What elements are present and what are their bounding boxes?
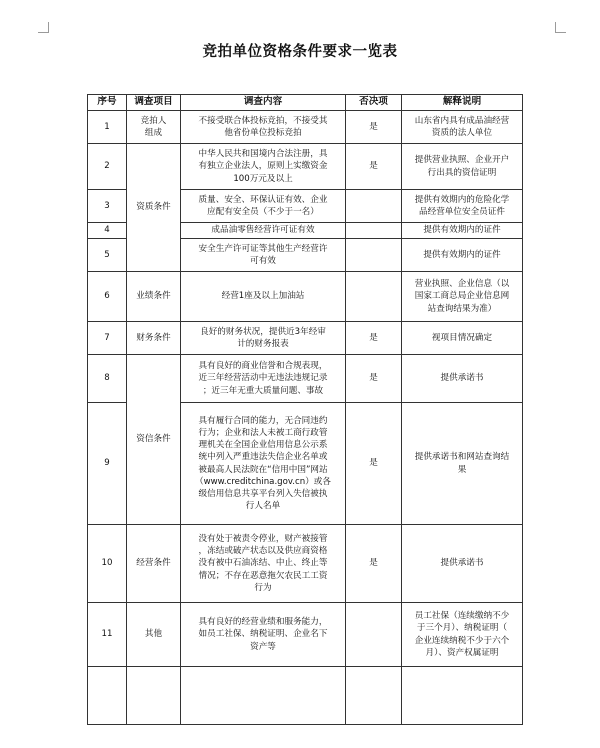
content-line: 计的财务报表	[237, 339, 289, 349]
row-content	[181, 525, 346, 603]
note-line: 提供有效期内的证件	[423, 249, 501, 260]
note-line: 提供承诺书和网站查询结	[414, 452, 510, 463]
header-note: 解释说明	[402, 95, 523, 111]
content-line: 如员工社保、纳税证明、企业名下	[198, 629, 328, 640]
row-no: 1	[88, 111, 127, 144]
table-row	[88, 603, 523, 667]
row-no: 7	[88, 322, 127, 355]
row-item	[127, 355, 181, 525]
empty-cell	[346, 667, 402, 725]
note-line: 视项目情况确定	[431, 332, 493, 343]
table-row	[88, 525, 523, 603]
row-item	[127, 322, 181, 355]
row-note	[402, 190, 523, 223]
content-line: 近三年经营活动中无违法违规记录	[198, 373, 328, 384]
empty-row	[88, 667, 523, 725]
note-line: 于三个月）、纳税证明（	[416, 623, 508, 634]
row-content	[181, 603, 346, 667]
row-no: 10	[88, 525, 127, 603]
note-line: 员工社保（连续缴纳不少	[414, 611, 510, 622]
document-title: 竞拍单位资格条件要求一览表	[202, 44, 398, 60]
content-line: 没有处于被责令停业，财产被接管	[198, 533, 328, 544]
table-header-row	[88, 95, 523, 111]
note-line: 提供承诺书	[440, 373, 484, 384]
row-note	[402, 355, 523, 403]
empty-cell	[88, 667, 127, 725]
note-line: 企业连续纳税不少于六个	[414, 635, 510, 646]
note-line: 果	[457, 464, 467, 475]
row-veto: 是	[346, 144, 402, 190]
empty-cell	[181, 667, 346, 725]
header-no: 序号	[88, 95, 127, 111]
crop-mark-top-right	[555, 22, 566, 33]
row-note	[402, 239, 523, 272]
row-note	[402, 603, 523, 667]
row-content	[181, 190, 346, 223]
row-item	[127, 144, 181, 272]
row-veto: 是	[346, 525, 402, 603]
content-line: 具有良好的经营业绩和服务能力，	[198, 617, 328, 628]
header-item: 调查项目	[127, 95, 181, 111]
note-line: 提供营业执照、企业开户	[414, 155, 510, 166]
crop-mark-top-left	[38, 22, 49, 33]
content-line: 行人名单	[245, 501, 281, 512]
row-content	[181, 355, 346, 403]
note-line: 站查询结果为准）	[427, 303, 497, 314]
content-line: ；近三年无重大质量问题、事故	[202, 385, 324, 396]
row-item	[127, 525, 181, 603]
row-content	[181, 322, 346, 355]
note-line: 国家工商总局企业信息网	[414, 291, 510, 302]
row-item	[127, 111, 181, 144]
note-line: 行出具的资信证明	[427, 167, 497, 178]
content-line: 成品油零售经营许可证有效	[211, 225, 315, 236]
content-line: 中华人民共和国境内合法注册，具	[198, 149, 328, 160]
row-veto	[346, 272, 402, 322]
table-row	[88, 322, 523, 355]
row-veto	[346, 190, 402, 223]
header-content: 调查内容	[181, 95, 346, 111]
row-note	[402, 144, 523, 190]
note-line: 提供有效期内的证件	[423, 225, 501, 236]
row-content	[181, 144, 346, 190]
table-row	[88, 272, 523, 322]
content-line: （www.creditchina.gov.cn）或各	[194, 476, 331, 487]
row-item	[127, 272, 181, 322]
content-line: 他省份单位投标竞拍	[224, 128, 302, 138]
row-veto: 是	[346, 403, 402, 525]
item-line: 财务条件	[136, 332, 171, 343]
content-line: 统中列入严重违法失信企业名单或	[198, 452, 328, 463]
content-line: 不接受联合体投标竞拍，不接受其	[198, 115, 328, 126]
content-line: 被最高人民法院在“信用中国”网站	[198, 464, 328, 475]
item-line: 组成	[144, 128, 163, 138]
row-note	[402, 111, 523, 144]
table-row	[88, 111, 523, 144]
header-veto: 否决项	[346, 95, 402, 111]
row-note	[402, 322, 523, 355]
item-line: 资信条件	[136, 434, 171, 445]
content-line: 行为	[254, 582, 272, 593]
content-line: 情况；不存在恶意拖欠农民工工资	[198, 570, 328, 581]
item-line: 其他	[144, 629, 163, 640]
content-line: 没有被中石油冻结、中止、终止等	[198, 558, 328, 569]
note-line: 资质的法人单位	[431, 128, 493, 138]
content-line: 理机关在全国企业信用信息公示系	[198, 440, 328, 451]
content-line: 行为；企业和法人未被工商行政管	[198, 427, 328, 438]
content-line: ，冻结或破产状态以及供应商资格	[198, 546, 328, 557]
row-content	[181, 239, 346, 272]
item-line: 竞拍人	[140, 115, 167, 126]
content-line: 可有效	[250, 256, 276, 266]
content-line: 良好的财务状况，提供近3年经审	[200, 326, 326, 337]
row-no: 6	[88, 272, 127, 322]
row-no: 4	[88, 223, 127, 239]
content-line: 具有履行合同的能力，无合同违约	[198, 415, 328, 426]
row-no: 2	[88, 144, 127, 190]
content-line: 应配有安全员（不少于一名）	[207, 207, 319, 217]
row-content	[181, 403, 346, 525]
row-no: 3	[88, 190, 127, 223]
note-line: 品经营单位安全员证件	[419, 207, 505, 217]
note-line: 山东省内具有成品油经营	[414, 115, 510, 126]
row-content	[181, 272, 346, 322]
content-line: 质量、安全、环保认证有效、企业	[198, 194, 328, 205]
row-note	[402, 223, 523, 239]
row-veto: 是	[346, 111, 402, 144]
row-content	[181, 223, 346, 239]
item-line: 业绩条件	[136, 291, 171, 302]
row-note	[402, 272, 523, 322]
item-line: 经营条件	[136, 558, 171, 569]
row-note	[402, 403, 523, 525]
empty-cell	[402, 667, 523, 725]
note-line: 月）、资产权属证明	[425, 647, 499, 658]
content-line: 有独立企业法人，原则上实缴资金	[198, 161, 328, 172]
row-no: 5	[88, 239, 127, 272]
row-veto	[346, 239, 402, 272]
qualification-table	[87, 94, 523, 725]
row-content	[181, 111, 346, 144]
row-veto: 是	[346, 355, 402, 403]
content-line: 经营1座及以上加油站	[221, 291, 305, 302]
row-veto	[346, 223, 402, 239]
item-line: 资质条件	[136, 202, 171, 213]
row-no: 8	[88, 355, 127, 403]
note-line: 提供有效期内的危险化学	[414, 194, 510, 205]
row-note	[402, 525, 523, 603]
content-line: 具有良好的商业信誉和合规表现，	[198, 361, 328, 372]
row-item	[127, 603, 181, 667]
note-line: 提供承诺书	[440, 558, 484, 569]
table-row	[88, 355, 523, 403]
content-line: 级信用信息共享平台列入失信被执	[198, 488, 328, 499]
content-line: 安全生产许可证等其他生产经营许	[198, 243, 328, 254]
table-row	[88, 144, 523, 190]
row-veto: 是	[346, 322, 402, 355]
empty-cell	[127, 667, 181, 725]
row-veto	[346, 603, 402, 667]
content-line: 资产等	[250, 641, 276, 652]
note-line: 营业执照、企业信息（以	[414, 279, 510, 290]
row-no: 9	[88, 403, 127, 525]
row-no: 11	[88, 603, 127, 667]
content-line: 100万元及以上	[233, 173, 293, 184]
